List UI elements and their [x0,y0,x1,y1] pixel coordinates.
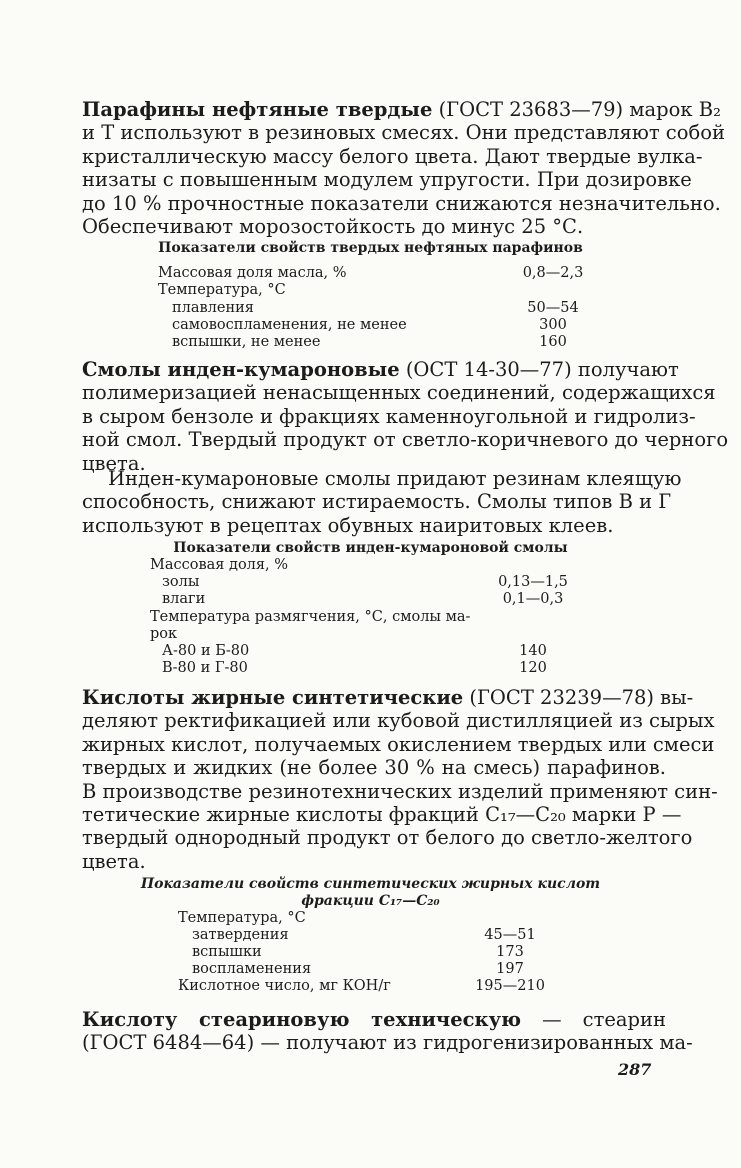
table-row-value: 45—51 [484,927,536,943]
table-row-value: 50—54 [527,300,579,316]
text-line: и Т используют в резиновых смесях. Они представляют собой [82,121,725,145]
paragraph-resins-use [82,467,682,537]
table-row-value: 195—210 [475,978,545,994]
table-row-label: вспышки [192,944,262,960]
table-row-label: затвердения [192,927,289,943]
table-row-value: 197 [496,961,524,977]
page-number: 287 [618,1060,652,1079]
text-line: используют в рецептах обувных наиритовых клеев. [82,513,614,537]
text-line: твердый однородный продукт от белого до светло-желтого [82,826,693,850]
text-line: тетические жирные кислоты фракций С₁₇—С₂₀ марки Р — [82,802,682,826]
text-line [82,98,721,121]
term-heading: Парафины нефтяные твердые [82,98,433,121]
table-row-value: 0,1—0,3 [502,591,564,607]
table-row-label: золы [162,574,200,590]
table-row-value: 0,13—1,5 [498,574,568,590]
table-row-value: 160 [539,334,567,350]
text-line: полимеризацией ненасыщенных соединений, содержащихся [82,381,716,405]
text-line: твердых и жидких (не более 30 % на смесь) парафинов. [82,756,666,780]
table-caption-fraction: фракции С₁₇—С₂₀ [301,893,440,909]
table-row-label: Температура, °С [158,282,286,298]
text-line: до 10 % прочностные показатели снижаются незначительно. [82,191,721,215]
text-line: Инден-кумароновые смолы придают резинам клеящую [108,467,682,490]
text-line: (ГОСТ 6484—64) — получают из гидрогенизированных ма- [82,1031,693,1055]
table-row-value: 0,8—2,3 [522,265,584,281]
text-span: (ГОСТ 23239—78) вы- [463,686,694,709]
table-row-label: влаги [162,591,206,607]
table-row-label: А-80 и Б-80 [162,643,250,659]
text-line [82,686,694,709]
table-row-value: 300 [539,317,567,333]
table-row-label: самовоспламенения, не менее [172,317,407,333]
paragraph-paraffins [82,98,725,238]
table-row-label: Температура, °С [178,910,306,926]
table-caption-fatty-acids: Показатели свойств синтетических жирных кислот [140,876,601,892]
text-line: ной смол. Твердый продукт от светло-коричневого до черного [82,428,729,452]
table-caption-paraffins: Показатели свойств твердых нефтяных парафинов [158,240,583,256]
table-row-label: воспламенения [192,961,312,977]
text-line [82,358,679,381]
text-line: В производстве резинотехнических изделий применяют син- [82,779,718,803]
text-line: в сыром бензоле и фракциях каменноугольной и гидролиз- [82,404,696,428]
table-row-label: Температура размягчения, °С, смолы ма- [150,609,471,625]
text-line: деляют ректификацией или кубовой дистилляцией из сырых [82,709,715,733]
table-row-value: 140 [519,643,547,659]
text-line: низаты с повышенным модулем упругости. При дозировке [82,168,692,192]
table-row-value: 120 [519,660,547,676]
text-line [82,1008,666,1031]
text-line: способность, снижают истираемость. Смолы типов В и Г [82,490,672,514]
text-line: жирных кислот, получаемых окислением твердых или смеси [82,732,715,756]
term-heading: Кислоты жирные синтетические [82,686,464,709]
term-heading: Смолы инден-кумароновые [82,358,400,381]
table-row-label: плавления [172,300,254,316]
text-line: кристаллическую массу белого цвета. Дают твердые вулка- [82,144,703,168]
text-span: (ГОСТ 23683—79) марок В₂ [432,98,721,121]
table-caption-resin: Показатели свойств инден-кумароновой смолы [173,540,568,556]
text-line: цвета. [82,451,146,475]
text-line: цвета. [82,849,146,873]
table-row-label: В-80 и Г-80 [162,660,248,676]
term-heading: Кислоту стеариновую техническую [82,1008,522,1031]
table-row-label: Массовая доля, % [150,557,289,573]
text-span: (ОСТ 14-30—77) получают [399,358,679,381]
text-line: Обеспечивают морозостойкость до минус 25 °С. [82,214,584,238]
table-row-label: рок [150,626,178,642]
paragraph-resins [82,358,729,475]
table-row-label: Кислотное число, мг КОН/г [178,978,391,994]
paragraph-stearic-acid [82,1008,693,1055]
text-span: — стеарин [521,1008,666,1031]
table-row-label: Массовая доля масла, % [158,265,347,281]
paragraph-fatty-acids [82,686,718,873]
table-row-value: 173 [496,944,524,960]
table-row-label: вспышки, не менее [172,334,321,350]
